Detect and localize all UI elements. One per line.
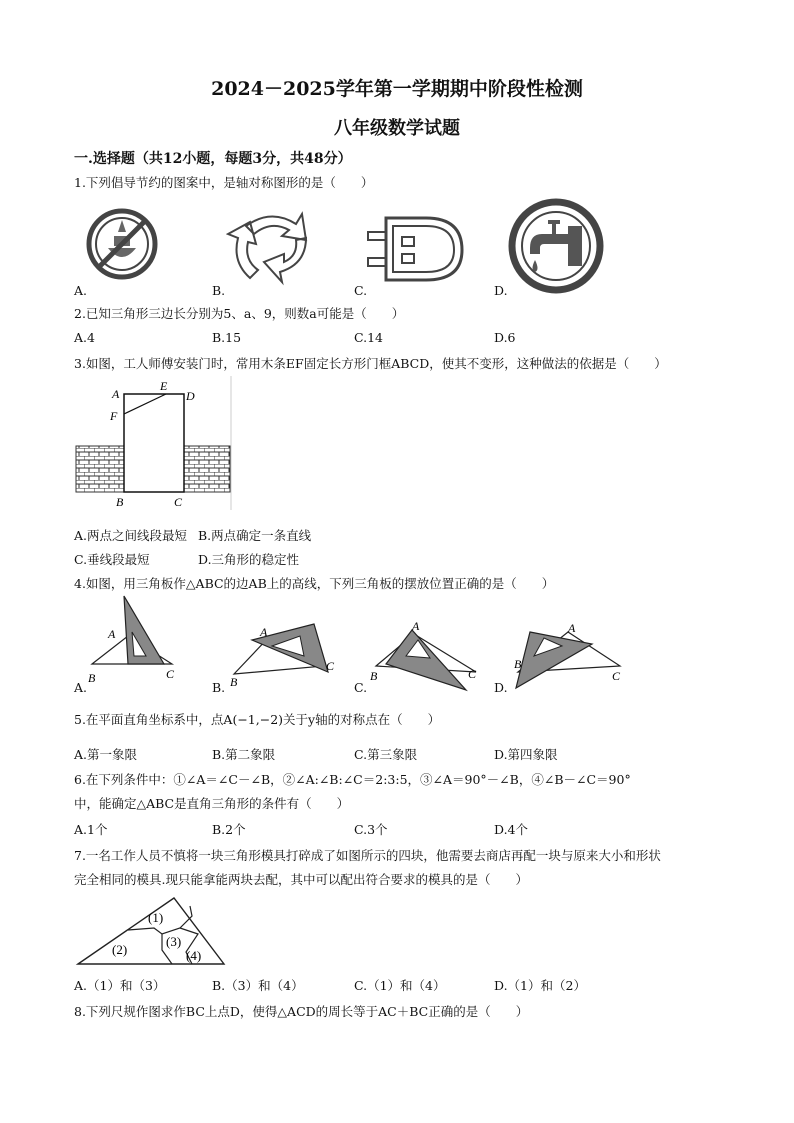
q4b-label-b: B (230, 675, 238, 689)
q7-piece-4: (4) (186, 948, 202, 963)
q4b-label-c: C (326, 659, 335, 673)
q4-option-a[interactable]: A. (74, 680, 88, 695)
q7-broken-triangle-figure (74, 894, 234, 968)
q5-option-a[interactable]: A.第一象限 (74, 747, 138, 762)
q4c-label-b: B (370, 669, 378, 683)
q4-option-d[interactable]: D. (494, 680, 508, 695)
q7-option-c[interactable]: C.（1）和（4） (354, 978, 446, 993)
q7-piece-2: (2) (112, 942, 128, 957)
q4c-label-a: A (412, 619, 420, 633)
question-6-stem-line2: 中，能确定△ABC是直角三角形的条件有（ ） (74, 796, 350, 811)
q7-option-b[interactable]: B.（3）和（4） (212, 978, 304, 993)
q3-option-c[interactable]: C.垂线段最短 (74, 552, 150, 567)
q4a-label-b: B (88, 671, 96, 685)
q4a-label-c: C (166, 667, 175, 681)
q1-figure-d-icon (508, 198, 604, 294)
q2-option-a[interactable]: A.4 (74, 330, 95, 345)
question-1-stem: 1.下列倡导节约的图案中，是轴对称图形的是（ ） (74, 175, 374, 190)
question-3-stem: 3.如图，工人师傅安装门时，常用木条EF固定长方形门框ABCD，使其不变形，这种做法的依据是（ ） (74, 356, 667, 371)
question-6-stem-line1: 6.在下列条件中：①∠A＝∠C－∠B，②∠A:∠B:∠C＝2:3:5，③∠A＝90°－∠B，④∠B－∠C＝90° (74, 772, 631, 787)
q2-option-b[interactable]: B.15 (212, 330, 242, 345)
q4-figure-b (224, 618, 342, 690)
q1-option-d[interactable]: D. (494, 283, 508, 298)
q3-label-f: F (110, 409, 118, 423)
q4d-label-a: A (568, 621, 576, 635)
question-7-stem-line2: 完全相同的模具.现只能拿能两块去配，其中可以配出符合要求的模具的是（ ） (74, 872, 528, 887)
q4-figure-a (84, 592, 194, 688)
q4a-label-a: A (108, 627, 116, 641)
q3-label-e: E (160, 379, 168, 393)
q5-option-b[interactable]: B.第二象限 (212, 747, 276, 762)
q2-option-c[interactable]: C.14 (354, 330, 383, 345)
q4d-label-b: B (514, 657, 522, 671)
question-5-stem: 5.在平面直角坐标系中，点A(−1,−2)关于y轴的对称点在（ ） (74, 712, 441, 727)
q7-option-a[interactable]: A.（1）和（3） (74, 978, 166, 993)
q1-figure-c-icon (366, 214, 466, 284)
q1-figure-b-icon (226, 206, 316, 286)
q3-label-c: C (174, 495, 183, 509)
q1-option-b[interactable]: B. (212, 283, 226, 298)
q1-option-a[interactable]: A. (74, 283, 88, 298)
q5-option-d[interactable]: D.第四象限 (494, 747, 558, 762)
question-8-stem: 8.下列尺规作图求作BC上点D，使得△ACD的周长等于AC＋BC正确的是（ ） (74, 1004, 529, 1019)
q2-option-d[interactable]: D.6 (494, 330, 516, 345)
q5-option-c[interactable]: C.第三象限 (354, 747, 418, 762)
q3-option-d[interactable]: D.三角形的稳定性 (198, 552, 300, 567)
q6-option-b[interactable]: B.2个 (212, 822, 246, 837)
q4c-label-c: C (468, 667, 477, 681)
q4-option-c[interactable]: C. (354, 680, 368, 695)
q3-option-b[interactable]: B.两点确定一条直线 (198, 528, 312, 543)
q3-door-frame-figure (74, 376, 234, 512)
question-2-stem: 2.已知三角形三边长分别为5、a、9，则数a可能是（ ） (74, 306, 405, 321)
question-7-stem-line1: 7.一名工作人员不慎将一块三角形模具打碎成了如图所示的四块，他需要去商店再配一块与原来大小和形状 (74, 848, 661, 863)
q3-label-b: B (116, 495, 124, 509)
q3-option-a[interactable]: A.两点之间线段最短 (74, 528, 188, 543)
q3-label-d: D (186, 389, 195, 403)
exam-subtitle: 八年级数学试题 (334, 118, 460, 139)
q7-option-d[interactable]: D.（1）和（2） (494, 978, 586, 993)
q4-figure-c (366, 616, 486, 692)
q1-option-c[interactable]: C. (354, 283, 368, 298)
exam-title: 2024－2025学年第一学期期中阶段性检测 (211, 78, 583, 100)
q4b-label-a: A (260, 625, 268, 639)
q1-figure-a-icon (84, 206, 160, 282)
q4d-label-c: C (612, 669, 621, 683)
q6-option-d[interactable]: D.4个 (494, 822, 529, 837)
q4-figure-d (510, 616, 630, 690)
q3-label-a: A (112, 387, 120, 401)
q6-option-a[interactable]: A.1个 (74, 822, 108, 837)
q6-option-c[interactable]: C.3个 (354, 822, 388, 837)
q7-piece-1: (1) (148, 910, 164, 925)
question-4-stem: 4.如图，用三角板作△ABC的边AB上的高线，下列三角板的摆放位置正确的是（ ） (74, 576, 555, 591)
section-heading: 一.选择题（共12小题，每题3分，共48分） (74, 151, 352, 167)
q4-option-b[interactable]: B. (212, 680, 226, 695)
q7-piece-3: (3) (166, 934, 182, 949)
